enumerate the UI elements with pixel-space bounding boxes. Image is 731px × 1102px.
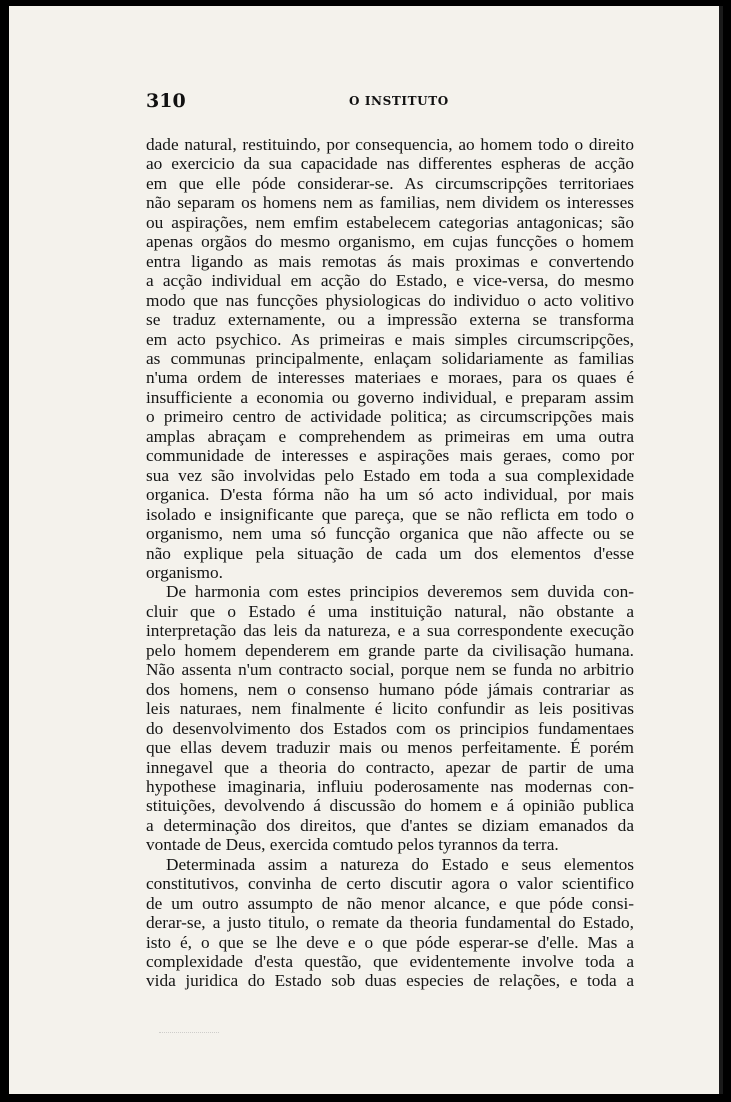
text-line: organica. D'esta fórma não ha um só acto individual, por mais xyxy=(146,485,634,505)
text-line: a determinação dos direitos, que d'antes se diziam emanados da xyxy=(146,815,634,835)
text-line: communidade de interesses e aspirações mais geraes, como por xyxy=(146,446,634,466)
text-line: não explique pela situação de cada um dos elementos d'esse xyxy=(146,543,634,563)
text-line: em acto psychico. As primeiras e mais simples circumscripções, xyxy=(146,329,634,349)
text-line: Determinada assim a natureza do Estado e seus elementos xyxy=(166,854,634,874)
book-page xyxy=(9,6,723,1094)
text-line: ao exercicio da sua capacidade nas differentes espheras de acção xyxy=(146,154,634,174)
text-line: n'uma ordem de interesses materiaes e moraes, para os quaes é xyxy=(146,368,634,388)
text-line: do desenvolvimento dos Estados com os principios fundamentaes xyxy=(146,718,634,738)
text-line: organismo. xyxy=(146,562,223,582)
text-line: a acção individual em acção do Estado, e vice-versa, do mesmo xyxy=(146,271,634,291)
text-line: amplas abraçam e comprehendem as primeiras em uma outra xyxy=(146,426,634,446)
text-line: o primeiro centro de actividade politica; as circumscripções mais xyxy=(146,407,634,427)
text-line: derar-se, a justo titulo, o remate da theoria fundamental do Estado, xyxy=(146,913,634,933)
print-smudge xyxy=(159,1026,219,1033)
text-line: dade natural, restituindo, por consequencia, ao homem todo o direito xyxy=(146,135,634,154)
text-line: não separam os homens nem as familias, nem dividem os interesses xyxy=(146,193,634,213)
text-line: De harmonia com estes principios deveremos sem duvida con- xyxy=(166,582,634,602)
text-line: entra ligando as mais remotas ás mais proximas e convertendo xyxy=(146,251,634,271)
text-line: se traduz externamente, ou a impressão externa se transforma xyxy=(146,310,634,330)
text-line: sua vez são involvidas pelo Estado em toda a sua complexidade xyxy=(146,465,634,485)
text-line: modo que nas funcções physiologicas do individuo o acto volitivo xyxy=(146,290,634,310)
text-line: as communas principalmente, enlaçam solidariamente as familias xyxy=(146,348,634,368)
text-line: dos homens, nem o consenso humano póde jámais contrariar as xyxy=(146,679,634,699)
text-line: interpretação das leis da natureza, e a sua correspondente execução xyxy=(146,621,634,641)
page-number: 310 xyxy=(146,90,186,112)
text-line: hypothese imaginaria, influiu poderosamente nas modernas con- xyxy=(146,776,634,796)
text-line: constitutivos, convinha de certo discutir agora o valor scientifico xyxy=(146,874,634,894)
text-line: ou aspirações, nem emfim estabelecem categorias antagonicas; são xyxy=(146,212,634,232)
text-line: vida juridica do Estado sob duas especies de relações, e toda a xyxy=(146,971,634,991)
running-title: O INSTITUTO xyxy=(349,94,449,108)
text-line: em que elle póde considerar-se. As circumscripções territoriaes xyxy=(146,173,634,193)
text-line: cluir que o Estado é uma instituição natural, não obstante a xyxy=(146,601,634,621)
text-line: organismo, nem uma só funcção organica que não affecte ou se xyxy=(146,524,634,544)
text-line: Não assenta n'um contracto social, porque nem se funda no arbitrio xyxy=(146,660,634,680)
text-line: pelo homem dependerem em grande parte da civilisação humana. xyxy=(146,640,634,660)
page-header xyxy=(144,90,634,114)
text-line: stituições, devolvendo á discussão do homem e á opinião publica xyxy=(146,796,634,816)
text-line: de um outro assumpto de não menor alcance, e que póde consi- xyxy=(146,893,634,913)
text-line: apenas orgãos do mesmo organismo, em cujas funcções o homem xyxy=(146,232,634,252)
text-line: insufficiente a economia ou governo individual, e preparam assim xyxy=(146,387,634,407)
text-line: leis naturaes, nem finalmente é licito confundir as leis positivas xyxy=(146,699,634,719)
text-line: complexidade d'esta questão, que evidentemente involve toda a xyxy=(146,952,634,972)
text-line: que ellas devem traduzir mais ou menos perfeitamente. É porém xyxy=(146,738,634,758)
text-line: isolado e insignificante que pareça, que se não reflicta em todo o xyxy=(146,504,634,524)
body-text xyxy=(146,135,634,991)
text-line: innegavel que a theoria do contracto, apezar de partir de uma xyxy=(146,757,634,777)
text-line: isto é, o que se lhe deve e o que póde esperar-se d'elle. Mas a xyxy=(146,932,634,952)
text-line: vontade de Deus, exercida comtudo pelos tyrannos da terra. xyxy=(146,835,559,855)
